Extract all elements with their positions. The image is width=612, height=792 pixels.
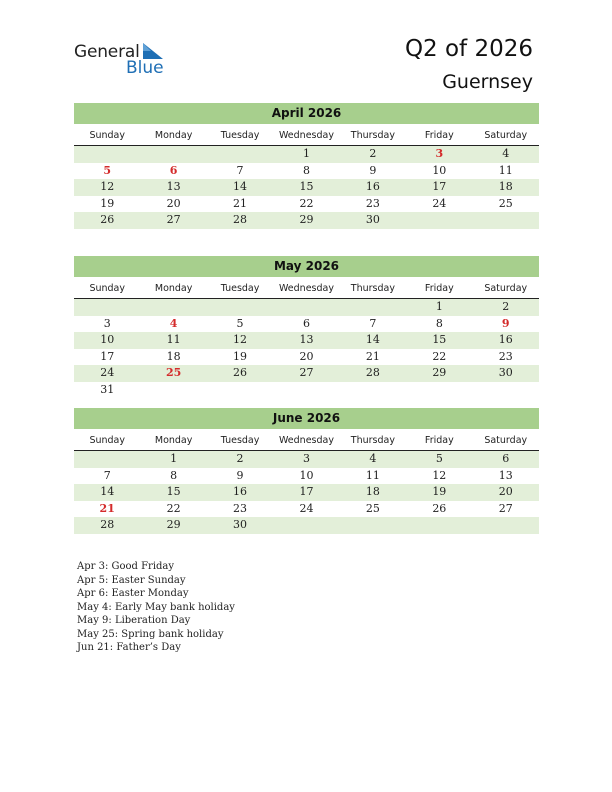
day-cell: 8: [435, 316, 443, 330]
page-title: Q2 of 2026: [404, 36, 533, 62]
weekday-header-row: [74, 432, 539, 451]
day-cell: 24: [100, 366, 115, 379]
day-cell: 6: [502, 452, 510, 465]
weekday-label: Monday: [154, 283, 193, 294]
day-cell: 31: [100, 382, 115, 396]
day-cell: 10: [299, 468, 314, 482]
day-cell: 14: [365, 333, 380, 346]
day-cell: 3: [103, 316, 111, 330]
holiday-notes: [77, 560, 235, 655]
day-cell: 14: [233, 180, 248, 193]
weekday-label: Friday: [424, 130, 454, 141]
day-cell: 26: [233, 366, 248, 379]
month-calendar: [74, 256, 539, 398]
day-cell: 29: [432, 366, 447, 379]
month-calendar: [74, 408, 539, 534]
week-row: [74, 517, 539, 534]
day-cell: 27: [299, 366, 314, 379]
week-row: [74, 484, 539, 501]
day-cell: 15: [299, 180, 314, 193]
day-cell: [273, 382, 339, 399]
day-cell: 12: [100, 180, 115, 193]
day-cell: 23: [498, 349, 513, 363]
day-cell: 8: [302, 163, 310, 177]
day-cell: 16: [365, 180, 380, 193]
day-cell: 5: [435, 452, 443, 465]
day-cell: [340, 299, 406, 316]
day-cell: 9: [369, 163, 377, 177]
day-cell: 11: [365, 468, 380, 482]
weekday-label: Tuesday: [220, 283, 260, 294]
month-calendar: [74, 103, 539, 229]
day-cell: 20: [299, 349, 314, 363]
day-cell: 6: [302, 316, 310, 330]
holiday-note: Apr 5: Easter Sunday: [77, 574, 186, 586]
day-cell: 12: [233, 333, 248, 346]
day-cell: 20: [166, 196, 181, 210]
day-cell: 10: [100, 333, 115, 346]
day-cell: 16: [233, 485, 248, 498]
day-cell: 26: [432, 501, 447, 515]
day-cell: 1: [170, 452, 178, 465]
day-cell: 23: [233, 501, 248, 515]
day-cell: 18: [498, 180, 513, 193]
week-row: [74, 146, 539, 163]
day-cell: 22: [299, 196, 314, 210]
weekday-label: Wednesday: [278, 130, 334, 141]
page-subtitle: Guernsey: [442, 71, 533, 93]
day-cell: 16: [498, 333, 513, 346]
logo-flag-icon: [141, 43, 163, 59]
day-cell: [340, 517, 406, 534]
day-cell: 18: [166, 349, 181, 363]
day-cell: 19: [100, 196, 115, 210]
day-cell: 20: [498, 485, 513, 498]
day-cell: [207, 382, 273, 399]
day-cell: 2: [369, 147, 377, 160]
day-cell: [273, 517, 339, 534]
day-cell: 4: [369, 452, 377, 465]
day-cell: 19: [233, 349, 248, 363]
weekday-label: Sunday: [89, 130, 125, 141]
day-cell: 11: [498, 163, 513, 177]
logo-text-general: General: [74, 42, 140, 62]
week-row: [74, 299, 539, 316]
day-cell: 13: [166, 180, 181, 193]
day-cell: [74, 146, 140, 163]
day-cell: [473, 212, 539, 229]
logo: [74, 42, 174, 78]
weekday-label: Sunday: [89, 283, 125, 294]
weekday-label: Saturday: [484, 283, 528, 294]
day-cell: 23: [365, 196, 380, 210]
day-cell: 13: [498, 468, 513, 482]
day-cell: [207, 299, 273, 316]
day-cell: 3: [302, 452, 310, 465]
weekday-label: Friday: [424, 435, 454, 446]
holiday-day-cell: 4: [169, 316, 178, 330]
holiday-note: May 4: Early May bank holiday: [77, 601, 235, 613]
week-row: [74, 501, 539, 518]
day-cell: 7: [103, 468, 111, 482]
day-cell: 28: [365, 366, 380, 379]
day-cell: 27: [166, 213, 181, 226]
day-cell: 8: [170, 468, 178, 482]
day-cell: [74, 299, 140, 316]
month-title: June 2026: [74, 408, 539, 429]
week-row: [74, 212, 539, 229]
week-row: [74, 332, 539, 349]
day-cell: 5: [236, 316, 244, 330]
day-cell: 26: [100, 213, 115, 226]
week-row: [74, 316, 539, 333]
day-cell: 17: [432, 180, 447, 193]
week-row: [74, 179, 539, 196]
day-cell: 24: [432, 196, 447, 210]
weekday-label: Monday: [154, 130, 193, 141]
day-cell: 25: [498, 196, 513, 210]
weekday-label: Thursday: [350, 130, 395, 141]
day-cell: 1: [435, 300, 443, 313]
day-cell: [140, 299, 206, 316]
weekday-label: Tuesday: [220, 130, 260, 141]
day-cell: 21: [365, 349, 380, 363]
day-cell: 27: [498, 501, 513, 515]
week-row: [74, 365, 539, 382]
month-title: May 2026: [74, 256, 539, 277]
week-row: [74, 451, 539, 468]
week-row: [74, 163, 539, 180]
day-cell: 30: [365, 213, 380, 226]
weekday-label: Wednesday: [278, 435, 334, 446]
month-title: April 2026: [74, 103, 539, 124]
logo-text-blue: Blue: [126, 58, 164, 78]
day-cell: 30: [498, 366, 513, 379]
weekday-label: Thursday: [350, 283, 395, 294]
day-cell: 7: [369, 316, 377, 330]
day-cell: [340, 382, 406, 399]
day-cell: 2: [502, 300, 510, 313]
weekday-label: Wednesday: [278, 283, 334, 294]
day-cell: [473, 382, 539, 399]
day-cell: 15: [166, 485, 181, 498]
holiday-note: Jun 21: Father’s Day: [77, 642, 181, 653]
day-cell: [473, 517, 539, 534]
day-cell: 13: [299, 333, 314, 346]
weekday-label: Thursday: [350, 435, 395, 446]
weekday-label: Saturday: [484, 435, 528, 446]
day-cell: 28: [100, 518, 115, 531]
day-cell: [207, 146, 273, 163]
day-cell: 9: [236, 468, 244, 482]
day-cell: 18: [365, 485, 380, 498]
holiday-day-cell: 6: [169, 163, 178, 177]
day-cell: 11: [166, 333, 181, 346]
week-row: [74, 196, 539, 213]
day-cell: [406, 212, 472, 229]
holiday-day-cell: 5: [103, 163, 112, 177]
holiday-note: Apr 6: Easter Monday: [77, 588, 189, 599]
day-cell: 14: [100, 485, 115, 498]
day-cell: [140, 382, 206, 399]
weekday-header-row: [74, 127, 539, 146]
holiday-day-cell: 25: [165, 366, 182, 379]
day-cell: [273, 299, 339, 316]
day-cell: 24: [299, 501, 314, 515]
day-cell: 28: [233, 213, 248, 226]
holiday-day-cell: 3: [435, 147, 444, 160]
day-cell: 2: [236, 452, 244, 465]
holiday-day-cell: 9: [501, 316, 510, 330]
weekday-label: Sunday: [89, 435, 125, 446]
day-cell: [406, 517, 472, 534]
day-cell: 22: [166, 501, 181, 515]
weekday-header-row: [74, 280, 539, 299]
day-cell: [406, 382, 472, 399]
holiday-note: May 25: Spring bank holiday: [77, 628, 224, 640]
day-cell: 4: [502, 147, 510, 160]
day-cell: 12: [432, 468, 447, 482]
day-cell: 19: [432, 485, 447, 498]
day-cell: 22: [432, 349, 447, 363]
day-cell: 17: [100, 349, 115, 363]
day-cell: 29: [299, 213, 314, 226]
weekday-label: Saturday: [484, 130, 528, 141]
day-cell: 17: [299, 485, 314, 498]
week-row: [74, 468, 539, 485]
day-cell: [140, 146, 206, 163]
day-cell: 10: [432, 163, 447, 177]
day-cell: 15: [432, 333, 447, 346]
weekday-label: Monday: [154, 435, 193, 446]
day-cell: 7: [236, 163, 244, 177]
day-cell: 30: [233, 518, 248, 531]
weekday-label: Tuesday: [220, 435, 260, 446]
weekday-label: Friday: [424, 283, 454, 294]
holiday-note: May 9: Liberation Day: [77, 615, 191, 626]
week-row: [74, 349, 539, 366]
day-cell: 29: [166, 518, 181, 531]
day-cell: 1: [302, 147, 310, 160]
day-cell: [74, 451, 140, 468]
day-cell: 21: [233, 196, 248, 210]
week-row: [74, 382, 539, 399]
holiday-note: Apr 3: Good Friday: [77, 561, 175, 572]
holiday-day-cell: 21: [99, 501, 115, 515]
day-cell: 25: [365, 501, 380, 515]
